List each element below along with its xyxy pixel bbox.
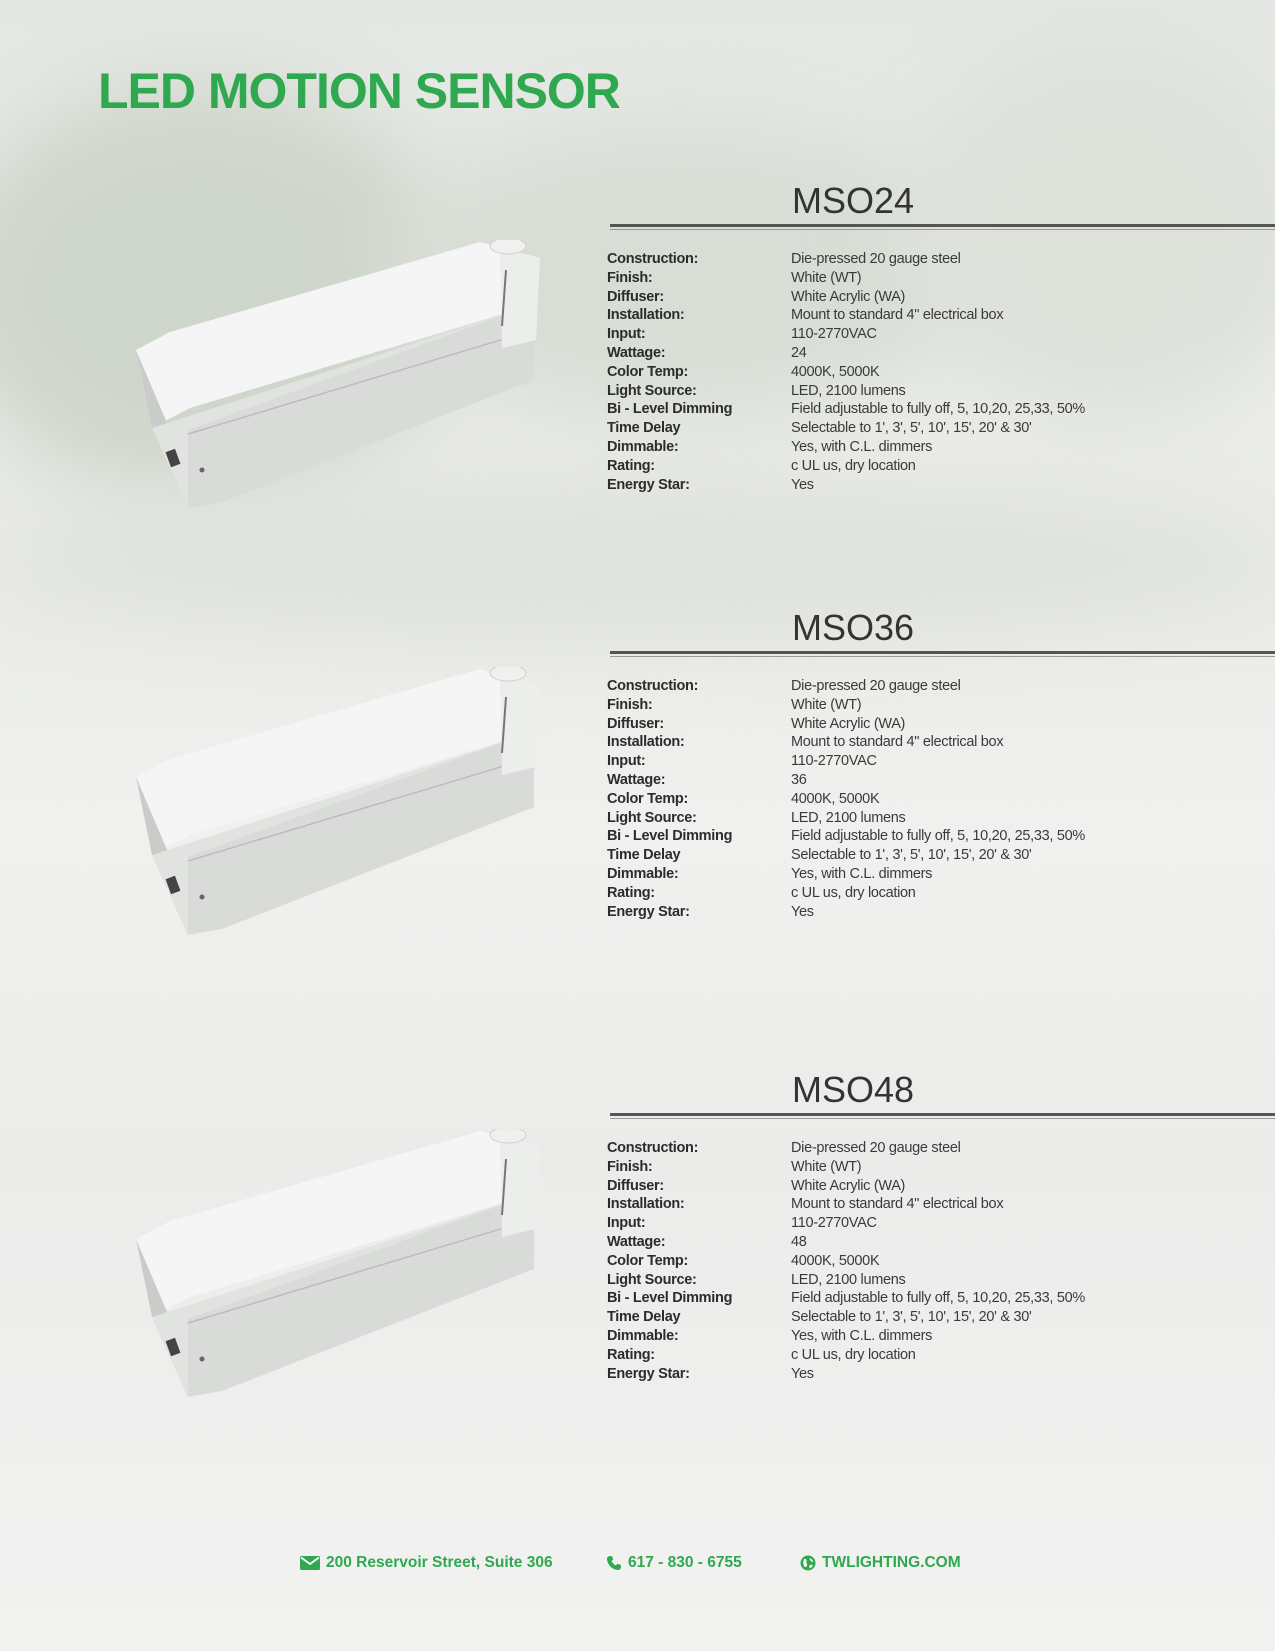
page-title: LED MOTION SENSOR bbox=[98, 63, 620, 119]
spec-label: Dimmable: bbox=[607, 1327, 679, 1344]
spec-value: 36 bbox=[791, 771, 807, 788]
spec-row-construction bbox=[607, 250, 1085, 269]
spec-value: Field adjustable to fully off, 5, 10,20, 25,33, 50% bbox=[791, 1290, 1085, 1307]
spec-table bbox=[607, 1139, 1085, 1383]
spec-value: White (WT) bbox=[791, 696, 862, 713]
spec-row-energy-star bbox=[607, 903, 1085, 922]
spec-label: Color Temp: bbox=[607, 363, 689, 380]
spec-label: Light Source: bbox=[607, 809, 697, 826]
spec-value: 4000K, 5000K bbox=[791, 790, 880, 807]
spec-label: Installation: bbox=[607, 1196, 685, 1213]
section-divider bbox=[610, 224, 1275, 227]
footer-phone-text: 617 - 830 - 6755 bbox=[628, 1554, 742, 1571]
spec-row-diffuser bbox=[607, 1177, 1085, 1196]
spec-label: Rating: bbox=[607, 1346, 655, 1363]
spec-row-bi-level-dimming bbox=[607, 1289, 1085, 1308]
spec-value: White Acrylic (WA) bbox=[791, 288, 906, 305]
spec-label: Color Temp: bbox=[607, 790, 689, 807]
spec-value: LED, 2100 lumens bbox=[791, 1271, 906, 1288]
spec-row-color-temp bbox=[607, 1252, 1085, 1271]
spec-label: Time Delay bbox=[607, 420, 681, 437]
spec-row-dimmable bbox=[607, 1327, 1085, 1346]
spec-row-finish bbox=[607, 696, 1085, 715]
spec-label: Time Delay bbox=[607, 1309, 681, 1326]
spec-label: Installation: bbox=[607, 734, 685, 751]
spec-label: Installation: bbox=[607, 307, 685, 324]
spec-row-energy-star bbox=[607, 476, 1085, 495]
footer-website[interactable] bbox=[800, 1554, 961, 1572]
light-fixture-image bbox=[130, 240, 560, 520]
spec-row-rating bbox=[607, 1346, 1085, 1365]
spec-label: Diffuser: bbox=[607, 1177, 664, 1194]
spec-label: Construction: bbox=[607, 251, 699, 267]
phone-icon bbox=[606, 1555, 622, 1571]
spec-value: Die-pressed 20 gauge steel bbox=[791, 1140, 961, 1156]
spec-row-construction bbox=[607, 1139, 1085, 1158]
spec-label: Light Source: bbox=[607, 1271, 697, 1288]
spec-row-bi-level-dimming bbox=[607, 827, 1085, 846]
spec-label: Finish: bbox=[607, 696, 653, 713]
spec-value: Yes bbox=[791, 903, 814, 920]
spec-row-installation bbox=[607, 733, 1085, 752]
spec-value: Field adjustable to fully off, 5, 10,20, 25,33, 50% bbox=[791, 401, 1085, 418]
spec-value: White Acrylic (WA) bbox=[791, 715, 906, 732]
spec-label: Wattage: bbox=[607, 1233, 666, 1250]
spec-row-time-delay bbox=[607, 419, 1085, 438]
spec-label: Energy Star: bbox=[607, 476, 690, 493]
light-fixture-image bbox=[130, 1129, 560, 1409]
spec-label: Wattage: bbox=[607, 344, 666, 361]
spec-label: Dimmable: bbox=[607, 865, 679, 882]
section-divider-thin bbox=[610, 656, 1275, 657]
spec-value: Selectable to 1', 3', 5', 10', 15', 20' & 30' bbox=[791, 1309, 1032, 1326]
section-divider-thin bbox=[610, 1118, 1275, 1119]
spec-value: c UL us, dry location bbox=[791, 884, 916, 901]
spec-value: Mount to standard 4" electrical box bbox=[791, 1196, 1004, 1213]
spec-row-energy-star bbox=[607, 1365, 1085, 1384]
spec-row-light-source bbox=[607, 382, 1085, 401]
spec-row-color-temp bbox=[607, 790, 1085, 809]
spec-value: Yes bbox=[791, 476, 814, 493]
spec-row-bi-level-dimming bbox=[607, 400, 1085, 419]
spec-row-light-source bbox=[607, 1271, 1085, 1290]
spec-row-wattage bbox=[607, 1233, 1085, 1252]
spec-row-dimmable bbox=[607, 865, 1085, 884]
spec-value: Yes, with C.L. dimmers bbox=[791, 1327, 933, 1344]
spec-value: 24 bbox=[791, 344, 807, 361]
spec-value: Yes bbox=[791, 1365, 814, 1382]
spec-row-time-delay bbox=[607, 1308, 1085, 1327]
spec-value: White Acrylic (WA) bbox=[791, 1177, 906, 1194]
spec-label: Time Delay bbox=[607, 847, 681, 864]
spec-label: Diffuser: bbox=[607, 715, 664, 732]
section-divider bbox=[610, 1113, 1275, 1116]
spec-value: LED, 2100 lumens bbox=[791, 809, 906, 826]
spec-row-color-temp bbox=[607, 363, 1085, 382]
spec-value: Yes, with C.L. dimmers bbox=[791, 865, 933, 882]
spec-row-finish bbox=[607, 269, 1085, 288]
spec-label: Energy Star: bbox=[607, 1365, 690, 1382]
spec-value: c UL us, dry location bbox=[791, 1346, 916, 1363]
spec-value: 110-2770VAC bbox=[791, 326, 877, 343]
spec-label: Bi - Level Dimming bbox=[607, 828, 733, 845]
spec-value: Die-pressed 20 gauge steel bbox=[791, 251, 961, 267]
spec-value: Die-pressed 20 gauge steel bbox=[791, 678, 961, 694]
model-title: MSO36 bbox=[792, 607, 915, 648]
spec-row-time-delay bbox=[607, 846, 1085, 865]
spec-row-dimmable bbox=[607, 438, 1085, 457]
spec-value: c UL us, dry location bbox=[791, 457, 916, 474]
spec-label: Bi - Level Dimming bbox=[607, 401, 733, 418]
spec-value: 110-2770VAC bbox=[791, 1215, 877, 1232]
spec-row-diffuser bbox=[607, 715, 1085, 734]
spec-label: Wattage: bbox=[607, 771, 666, 788]
envelope-icon bbox=[300, 1556, 320, 1570]
spec-label: Rating: bbox=[607, 457, 655, 474]
spec-row-wattage bbox=[607, 771, 1085, 790]
footer-address-text: 200 Reservoir Street, Suite 306 bbox=[326, 1554, 553, 1571]
spec-row-input bbox=[607, 1214, 1085, 1233]
model-title: MSO48 bbox=[792, 1069, 915, 1110]
light-fixture-image bbox=[130, 667, 560, 947]
spec-label: Rating: bbox=[607, 884, 655, 901]
spec-label: Dimmable: bbox=[607, 438, 679, 455]
spec-value: 48 bbox=[791, 1233, 807, 1250]
spec-table bbox=[607, 250, 1085, 494]
spec-value: 110-2770VAC bbox=[791, 753, 877, 770]
spec-label: Color Temp: bbox=[607, 1252, 689, 1269]
spec-row-wattage bbox=[607, 344, 1085, 363]
spec-value: Mount to standard 4" electrical box bbox=[791, 734, 1004, 751]
spec-row-light-source bbox=[607, 809, 1085, 828]
spec-label: Finish: bbox=[607, 1158, 653, 1175]
footer bbox=[0, 1554, 1275, 1578]
spec-value: LED, 2100 lumens bbox=[791, 382, 906, 399]
spec-label: Light Source: bbox=[607, 382, 697, 399]
spec-label: Construction: bbox=[607, 678, 699, 694]
footer-address bbox=[300, 1554, 553, 1572]
spec-value: Selectable to 1', 3', 5', 10', 15', 20' & 30' bbox=[791, 420, 1032, 437]
spec-value: Mount to standard 4" electrical box bbox=[791, 307, 1004, 324]
spec-label: Input: bbox=[607, 326, 646, 343]
spec-row-rating bbox=[607, 457, 1085, 476]
spec-value: Yes, with C.L. dimmers bbox=[791, 438, 933, 455]
spec-value: White (WT) bbox=[791, 269, 862, 286]
spec-label: Bi - Level Dimming bbox=[607, 1290, 733, 1307]
spec-label: Finish: bbox=[607, 269, 653, 286]
spec-label: Input: bbox=[607, 753, 646, 770]
section-divider-thin bbox=[610, 229, 1275, 230]
spec-row-input bbox=[607, 752, 1085, 771]
section-divider bbox=[610, 651, 1275, 654]
spec-value: White (WT) bbox=[791, 1158, 862, 1175]
spec-row-input bbox=[607, 325, 1085, 344]
spec-row-rating bbox=[607, 884, 1085, 903]
spec-label: Construction: bbox=[607, 1140, 699, 1156]
footer-phone bbox=[606, 1554, 742, 1572]
spec-row-installation bbox=[607, 306, 1085, 325]
spec-label: Diffuser: bbox=[607, 288, 664, 305]
footer-website-link[interactable]: TWLIGHTING.COM bbox=[822, 1554, 961, 1571]
spec-row-diffuser bbox=[607, 288, 1085, 307]
spec-row-installation bbox=[607, 1195, 1085, 1214]
spec-value: 4000K, 5000K bbox=[791, 1252, 880, 1269]
spec-value: Field adjustable to fully off, 5, 10,20, 25,33, 50% bbox=[791, 828, 1085, 845]
spec-row-construction bbox=[607, 677, 1085, 696]
spec-label: Energy Star: bbox=[607, 903, 690, 920]
spec-value: Selectable to 1', 3', 5', 10', 15', 20' & 30' bbox=[791, 847, 1032, 864]
spec-value: 4000K, 5000K bbox=[791, 363, 880, 380]
spec-row-finish bbox=[607, 1158, 1085, 1177]
spec-label: Input: bbox=[607, 1215, 646, 1232]
spec-table bbox=[607, 677, 1085, 921]
globe-icon bbox=[800, 1555, 816, 1571]
model-title: MSO24 bbox=[792, 180, 915, 221]
